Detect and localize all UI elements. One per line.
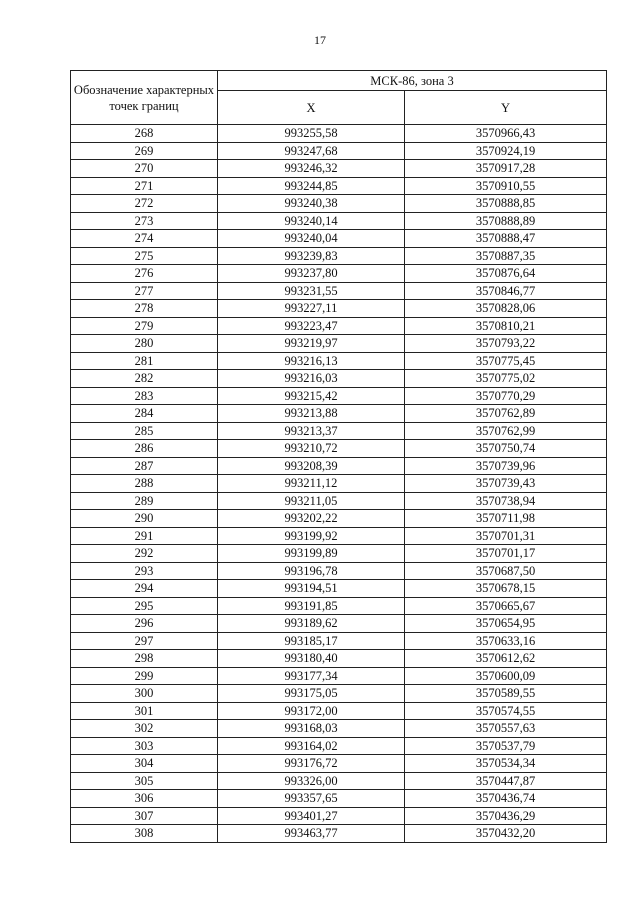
x-cell: 993223,47 bbox=[218, 317, 405, 335]
x-cell: 993244,85 bbox=[218, 177, 405, 195]
x-cell: 993199,89 bbox=[218, 545, 405, 563]
header-coordinate-system: МСК-86, зона 3 bbox=[218, 71, 607, 91]
y-cell: 3570775,45 bbox=[405, 352, 607, 370]
x-cell: 993219,97 bbox=[218, 335, 405, 353]
y-cell: 3570612,62 bbox=[405, 650, 607, 668]
table-row bbox=[71, 440, 607, 458]
y-cell: 3570711,98 bbox=[405, 510, 607, 528]
point-cell: 306 bbox=[71, 790, 218, 808]
x-cell: 993401,27 bbox=[218, 807, 405, 825]
y-cell: 3570966,43 bbox=[405, 125, 607, 143]
y-cell: 3570888,47 bbox=[405, 230, 607, 248]
point-cell: 288 bbox=[71, 475, 218, 493]
x-cell: 993240,04 bbox=[218, 230, 405, 248]
page-number: 17 bbox=[314, 33, 326, 47]
point-cell: 296 bbox=[71, 615, 218, 633]
y-cell: 3570810,21 bbox=[405, 317, 607, 335]
point-cell: 292 bbox=[71, 545, 218, 563]
table-row bbox=[71, 405, 607, 423]
table-row bbox=[71, 352, 607, 370]
point-cell: 305 bbox=[71, 772, 218, 790]
y-cell: 3570687,50 bbox=[405, 562, 607, 580]
x-cell: 993255,58 bbox=[218, 125, 405, 143]
table-row bbox=[71, 142, 607, 160]
point-cell: 294 bbox=[71, 580, 218, 598]
x-cell: 993208,39 bbox=[218, 457, 405, 475]
point-cell: 281 bbox=[71, 352, 218, 370]
table-row bbox=[71, 422, 607, 440]
point-cell: 277 bbox=[71, 282, 218, 300]
point-cell: 287 bbox=[71, 457, 218, 475]
header-row-top bbox=[71, 71, 607, 91]
table-row bbox=[71, 685, 607, 703]
point-cell: 303 bbox=[71, 737, 218, 755]
x-cell: 993168,03 bbox=[218, 720, 405, 738]
y-cell: 3570888,89 bbox=[405, 212, 607, 230]
table-row bbox=[71, 825, 607, 843]
y-cell: 3570557,63 bbox=[405, 720, 607, 738]
x-cell: 993196,78 bbox=[218, 562, 405, 580]
y-cell: 3570876,64 bbox=[405, 265, 607, 283]
table-row bbox=[71, 632, 607, 650]
x-cell: 993240,38 bbox=[218, 195, 405, 213]
table-row bbox=[71, 457, 607, 475]
table-row bbox=[71, 772, 607, 790]
table-row bbox=[71, 230, 607, 248]
y-cell: 3570793,22 bbox=[405, 335, 607, 353]
x-cell: 993164,02 bbox=[218, 737, 405, 755]
x-cell: 993326,00 bbox=[218, 772, 405, 790]
table-row bbox=[71, 387, 607, 405]
table-row bbox=[71, 370, 607, 388]
x-cell: 993216,03 bbox=[218, 370, 405, 388]
point-cell: 284 bbox=[71, 405, 218, 423]
x-cell: 993175,05 bbox=[218, 685, 405, 703]
header-point-designation: Обозначение характерных точек границ bbox=[71, 71, 218, 125]
point-cell: 273 bbox=[71, 212, 218, 230]
y-cell: 3570887,35 bbox=[405, 247, 607, 265]
table-row bbox=[71, 475, 607, 493]
y-cell: 3570762,99 bbox=[405, 422, 607, 440]
y-cell: 3570770,29 bbox=[405, 387, 607, 405]
x-cell: 993231,55 bbox=[218, 282, 405, 300]
table-row bbox=[71, 177, 607, 195]
point-cell: 300 bbox=[71, 685, 218, 703]
x-cell: 993213,88 bbox=[218, 405, 405, 423]
x-cell: 993172,00 bbox=[218, 702, 405, 720]
y-cell: 3570739,96 bbox=[405, 457, 607, 475]
point-cell: 276 bbox=[71, 265, 218, 283]
y-cell: 3570633,16 bbox=[405, 632, 607, 650]
point-cell: 291 bbox=[71, 527, 218, 545]
point-cell: 295 bbox=[71, 597, 218, 615]
table-row bbox=[71, 335, 607, 353]
x-cell: 993177,34 bbox=[218, 667, 405, 685]
point-cell: 280 bbox=[71, 335, 218, 353]
y-cell: 3570917,28 bbox=[405, 160, 607, 178]
point-cell: 278 bbox=[71, 300, 218, 318]
x-cell: 993246,32 bbox=[218, 160, 405, 178]
point-cell: 268 bbox=[71, 125, 218, 143]
y-cell: 3570534,34 bbox=[405, 755, 607, 773]
header-x: X bbox=[218, 91, 405, 125]
point-cell: 308 bbox=[71, 825, 218, 843]
x-cell: 993247,68 bbox=[218, 142, 405, 160]
x-cell: 993199,92 bbox=[218, 527, 405, 545]
table-row bbox=[71, 562, 607, 580]
point-cell: 297 bbox=[71, 632, 218, 650]
header-y: Y bbox=[405, 91, 607, 125]
table-row bbox=[71, 667, 607, 685]
table-row bbox=[71, 527, 607, 545]
point-cell: 270 bbox=[71, 160, 218, 178]
y-cell: 3570432,20 bbox=[405, 825, 607, 843]
y-cell: 3570447,87 bbox=[405, 772, 607, 790]
point-cell: 299 bbox=[71, 667, 218, 685]
table-row bbox=[71, 737, 607, 755]
x-cell: 993185,17 bbox=[218, 632, 405, 650]
x-cell: 993194,51 bbox=[218, 580, 405, 598]
point-cell: 298 bbox=[71, 650, 218, 668]
y-cell: 3570828,06 bbox=[405, 300, 607, 318]
y-cell: 3570910,55 bbox=[405, 177, 607, 195]
y-cell: 3570654,95 bbox=[405, 615, 607, 633]
point-cell: 275 bbox=[71, 247, 218, 265]
x-cell: 993215,42 bbox=[218, 387, 405, 405]
point-cell: 290 bbox=[71, 510, 218, 528]
x-cell: 993463,77 bbox=[218, 825, 405, 843]
y-cell: 3570436,29 bbox=[405, 807, 607, 825]
point-cell: 285 bbox=[71, 422, 218, 440]
x-cell: 993239,83 bbox=[218, 247, 405, 265]
table-row bbox=[71, 702, 607, 720]
point-cell: 307 bbox=[71, 807, 218, 825]
x-cell: 993180,40 bbox=[218, 650, 405, 668]
x-cell: 993211,05 bbox=[218, 492, 405, 510]
x-cell: 993237,80 bbox=[218, 265, 405, 283]
coordinates-table bbox=[70, 70, 607, 843]
table-row bbox=[71, 597, 607, 615]
table-row bbox=[71, 282, 607, 300]
x-cell: 993227,11 bbox=[218, 300, 405, 318]
x-cell: 993216,13 bbox=[218, 352, 405, 370]
x-cell: 993202,22 bbox=[218, 510, 405, 528]
table-row bbox=[71, 545, 607, 563]
y-cell: 3570924,19 bbox=[405, 142, 607, 160]
table-row bbox=[71, 510, 607, 528]
point-cell: 283 bbox=[71, 387, 218, 405]
x-cell: 993189,62 bbox=[218, 615, 405, 633]
point-cell: 272 bbox=[71, 195, 218, 213]
table-row bbox=[71, 755, 607, 773]
table-row bbox=[71, 212, 607, 230]
y-cell: 3570738,94 bbox=[405, 492, 607, 510]
x-cell: 993211,12 bbox=[218, 475, 405, 493]
table-row bbox=[71, 580, 607, 598]
y-cell: 3570762,89 bbox=[405, 405, 607, 423]
point-cell: 302 bbox=[71, 720, 218, 738]
table-row bbox=[71, 125, 607, 143]
table-row bbox=[71, 615, 607, 633]
point-cell: 269 bbox=[71, 142, 218, 160]
table-row bbox=[71, 790, 607, 808]
point-cell: 289 bbox=[71, 492, 218, 510]
table-body bbox=[71, 125, 607, 843]
y-cell: 3570888,85 bbox=[405, 195, 607, 213]
y-cell: 3570665,67 bbox=[405, 597, 607, 615]
y-cell: 3570775,02 bbox=[405, 370, 607, 388]
point-cell: 271 bbox=[71, 177, 218, 195]
y-cell: 3570750,74 bbox=[405, 440, 607, 458]
point-cell: 274 bbox=[71, 230, 218, 248]
y-cell: 3570739,43 bbox=[405, 475, 607, 493]
table-row bbox=[71, 247, 607, 265]
y-cell: 3570574,55 bbox=[405, 702, 607, 720]
table-row bbox=[71, 650, 607, 668]
table-header bbox=[71, 71, 607, 125]
table-row bbox=[71, 195, 607, 213]
x-cell: 993240,14 bbox=[218, 212, 405, 230]
table-row bbox=[71, 317, 607, 335]
point-cell: 282 bbox=[71, 370, 218, 388]
table-row bbox=[71, 492, 607, 510]
y-cell: 3570537,79 bbox=[405, 737, 607, 755]
point-cell: 301 bbox=[71, 702, 218, 720]
y-cell: 3570846,77 bbox=[405, 282, 607, 300]
y-cell: 3570589,55 bbox=[405, 685, 607, 703]
point-cell: 304 bbox=[71, 755, 218, 773]
table-row bbox=[71, 300, 607, 318]
point-cell: 293 bbox=[71, 562, 218, 580]
y-cell: 3570678,15 bbox=[405, 580, 607, 598]
table-row bbox=[71, 720, 607, 738]
x-cell: 993176,72 bbox=[218, 755, 405, 773]
y-cell: 3570701,17 bbox=[405, 545, 607, 563]
point-cell: 286 bbox=[71, 440, 218, 458]
x-cell: 993210,72 bbox=[218, 440, 405, 458]
point-cell: 279 bbox=[71, 317, 218, 335]
x-cell: 993191,85 bbox=[218, 597, 405, 615]
x-cell: 993213,37 bbox=[218, 422, 405, 440]
y-cell: 3570701,31 bbox=[405, 527, 607, 545]
y-cell: 3570600,09 bbox=[405, 667, 607, 685]
table-row bbox=[71, 160, 607, 178]
table-row bbox=[71, 807, 607, 825]
x-cell: 993357,65 bbox=[218, 790, 405, 808]
table-row bbox=[71, 265, 607, 283]
y-cell: 3570436,74 bbox=[405, 790, 607, 808]
